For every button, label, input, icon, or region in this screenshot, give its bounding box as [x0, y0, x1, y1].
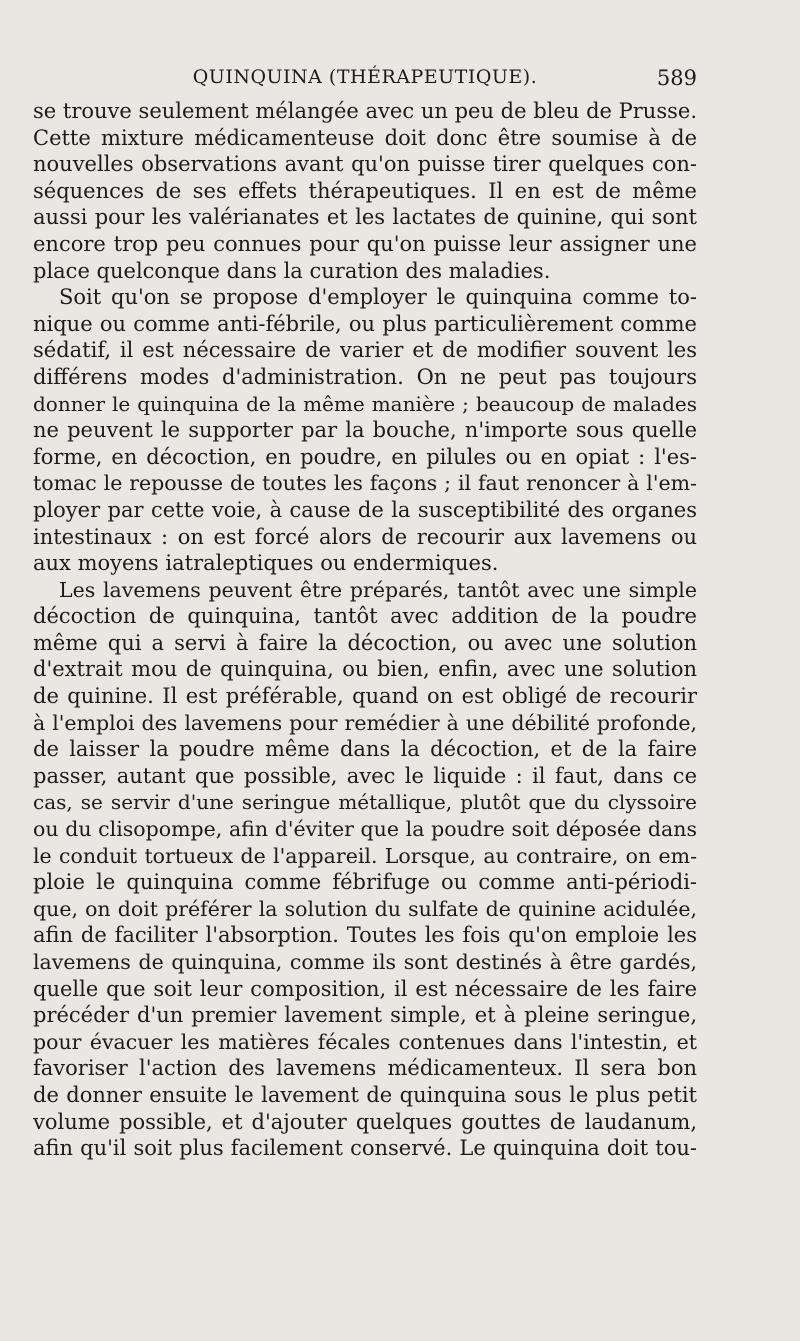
text-line: volume possible, et d'ajouter quelques gouttes de laudanum,	[33, 1109, 697, 1134]
text-line: afin qu'il soit plus facilement conservé. Le quinquina doit tou-	[33, 1136, 697, 1161]
text-line: de quinine. Il est préférable, quand on est obligé de recourir	[33, 684, 697, 709]
text-line: ne peuvent le supporter par la bouche, n'importe sous quelle	[33, 418, 697, 443]
text-line: que, on doit préférer la solution du sulfate de quinine acidulée,	[33, 896, 697, 921]
text-line: encore trop peu connues pour qu'on puisse leur assigner une	[33, 231, 697, 256]
body-text	[33, 98, 697, 1162]
text-line: lavemens de quinquina, comme ils sont destinés à être gardés,	[33, 950, 697, 974]
text-line: d'extrait mou de quinquina, ou bien, enfin, avec une solution	[33, 657, 697, 682]
text-line: le conduit tortueux de l'appareil. Lorsque, au contraire, on em-	[33, 843, 697, 868]
text-line: de laisser la poudre même dans la décoction, et de la faire	[33, 737, 697, 762]
text-line: passer, autant que possible, avec le liquide : il faut, dans ce	[33, 763, 697, 788]
text-line: pour évacuer les matières fécales contenues dans l'intestin, et	[33, 1029, 697, 1054]
text-line: aussi pour les valérianates et les lactates de quinine, qui sont	[33, 205, 697, 230]
text-line: Cette mixture médicamenteuse doit donc être soumise à de	[33, 125, 697, 150]
running-title: QUINQUINA (THÉRAPEUTIQUE).	[192, 66, 538, 88]
text-line: de donner ensuite le lavement de quinquina sous le plus petit	[33, 1082, 697, 1107]
text-line: tomac le repousse de toutes les façons ; il faut renoncer à l'em-	[33, 471, 697, 496]
text-line: ploie le quinquina comme fébrifuge ou comme anti-périodi-	[33, 870, 697, 895]
text-line: nique ou comme anti-fébrile, ou plus particulièrement comme	[33, 311, 697, 336]
text-line: place quelconque dans la curation des maladies.	[33, 258, 551, 283]
text-line: ployer par cette voie, à cause de la susceptibilité des organes	[33, 497, 697, 522]
text-line: ou du clisopompe, afin d'éviter que la poudre soit déposée dans	[33, 817, 697, 842]
text-line: aux moyens iatraleptiques ou endermiques.	[33, 551, 499, 576]
text-line: à l'emploi des lavemens pour remédier à une débilité profonde,	[33, 710, 697, 735]
text-line: forme, en décoction, en poudre, en pilules ou en opiat : l'es-	[33, 444, 697, 469]
text-line: intestinaux : on est forcé alors de recourir aux lavemens ou	[33, 524, 697, 549]
text-line: nouvelles observations avant qu'on puisse tirer quelques con-	[33, 152, 697, 177]
text-line: cas, se servir d'une seringue métallique, plutôt que du clyssoire	[33, 790, 697, 815]
text-line: Les lavemens peuvent être préparés, tantôt avec une simple	[59, 577, 697, 602]
text-line: séquences de ses effets thérapeutiques. Il en est de même	[33, 178, 697, 203]
page-number: 589	[656, 66, 697, 90]
text-line: même qui a servi à faire la décoction, ou avec une solution	[33, 630, 697, 655]
text-line: Soit qu'on se propose d'employer le quinquina comme to-	[59, 285, 697, 310]
text-line: se trouve seulement mélangée avec un peu de bleu de Prusse.	[33, 99, 697, 123]
text-line: afin de faciliter l'absorption. Toutes les fois qu'on emploie les	[33, 923, 697, 948]
text-line: précéder d'un premier lavement simple, et à pleine seringue,	[33, 1003, 697, 1028]
text-line: donner le quinquina de la même manière ; beaucoup de malades	[33, 391, 697, 416]
text-line: sédatif, il est nécessaire de varier et de modifier souvent les	[33, 338, 697, 363]
text-line: différens modes d'administration. On ne peut pas toujours	[33, 364, 697, 389]
running-head	[33, 66, 697, 94]
text-line: quelle que soit leur composition, il est nécessaire de les faire	[33, 976, 697, 1001]
text-line: décoction de quinquina, tantôt avec addition de la poudre	[33, 604, 697, 629]
text-line: favoriser l'action des lavemens médicamenteux. Il sera bon	[33, 1056, 697, 1081]
